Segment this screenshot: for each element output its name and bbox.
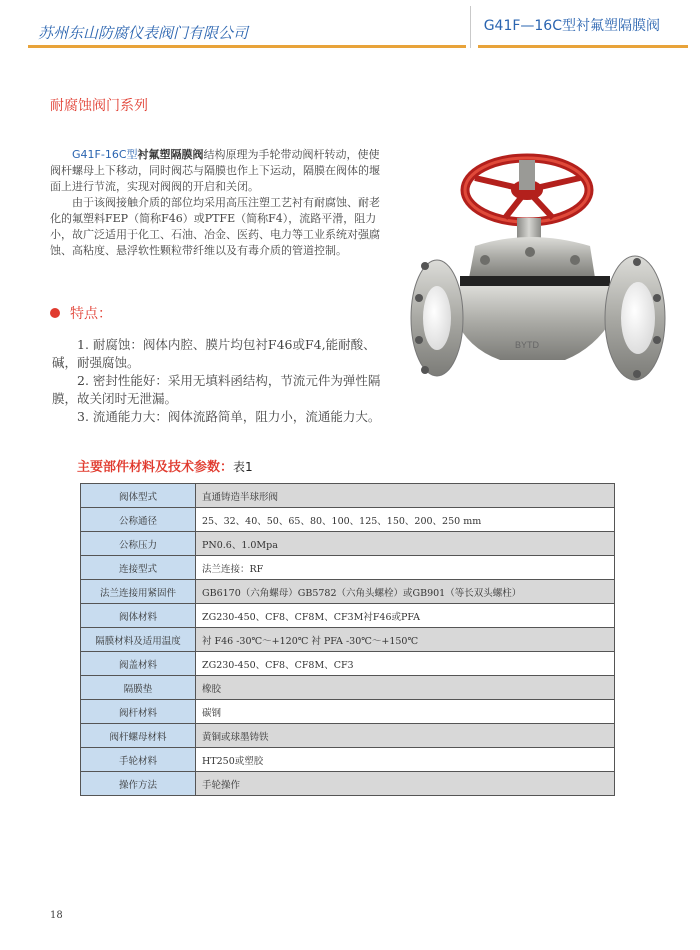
param-value-cell: 橡胶 xyxy=(196,676,615,700)
diaphragm-valve-photo xyxy=(405,148,675,418)
feature-item: 1. 耐腐蚀：阀体内腔、膜片均包衬F46或F4,能耐酸、碱，耐强腐蚀。 xyxy=(52,337,376,370)
table-row xyxy=(81,580,615,604)
intro-p1-text: 结构原理为手轮带动阀杆转动，使使阀杆螺母上下移动，同时阀芯与隔膜也作上下运动，隔膜在阀体的堰面上进行节流，实现对阀阀的开启和关闭。 xyxy=(50,148,380,193)
param-value-cell: 法兰连接：RF xyxy=(196,556,615,580)
table-row xyxy=(81,604,615,628)
table-row xyxy=(81,772,615,796)
svg-text:BYTD: BYTD xyxy=(515,340,540,350)
param-name-cell: 阀体型式 xyxy=(81,484,196,508)
table-heading xyxy=(77,456,253,475)
table-row xyxy=(81,724,615,748)
param-value-cell: 碳钢 xyxy=(196,700,615,724)
param-value-cell: 25、32、40、50、65、80、100、125、150、200、250 mm xyxy=(196,508,615,532)
feature-item: 3. 流通能力大：阀体流路简单，阻力小，流通能力大。 xyxy=(77,409,381,424)
param-name-cell: 阀杆材料 xyxy=(81,700,196,724)
intro-paragraph-1 xyxy=(50,147,386,195)
param-value-cell: 衬 F46 -30℃～+120℃ 衬 PFA -30℃～+150℃ xyxy=(196,628,615,652)
header-rule-right xyxy=(478,45,688,48)
bullet-dot-icon xyxy=(50,308,60,318)
feature-item: 2. 密封性能好：采用无填料函结构，节流元件为弹性隔膜，故关闭时无泄漏。 xyxy=(52,373,381,406)
param-name-cell: 隔膜垫 xyxy=(81,676,196,700)
param-name-cell: 公称压力 xyxy=(81,532,196,556)
table-row xyxy=(81,652,615,676)
intro-model-code: G41F-16C型 xyxy=(72,148,138,161)
param-value-cell: GB6170（六角螺母）GB5782（六角头螺栓）或GB901（等长双头螺柱） xyxy=(196,580,615,604)
header-rule-left xyxy=(28,45,466,48)
param-name-cell: 阀体材料 xyxy=(81,604,196,628)
table-heading-text: 主要部件材料及技术参数： xyxy=(77,460,234,475)
param-name-cell: 手轮材料 xyxy=(81,748,196,772)
param-value-cell: HT250或塑胶 xyxy=(196,748,615,772)
header-divider xyxy=(470,6,471,48)
param-value-cell: ZG230-450、CF8、CF8M、CF3M衬F46或PFA xyxy=(196,604,615,628)
param-name-cell: 阀杆螺母材料 xyxy=(81,724,196,748)
series-title: 耐腐蚀阀门系列 xyxy=(50,98,148,114)
param-value-cell: 直通铸造半球形阀 xyxy=(196,484,615,508)
table-row xyxy=(81,532,615,556)
param-name-cell: 操作方法 xyxy=(81,772,196,796)
company-name: 苏州东山防腐仪表阀门有限公司 xyxy=(38,24,249,42)
spec-table xyxy=(80,483,615,796)
features-heading xyxy=(50,303,112,323)
table-row xyxy=(81,700,615,724)
param-name-cell: 连接型式 xyxy=(81,556,196,580)
product-title: G41F—16C型衬氟塑隔膜阀 xyxy=(483,18,660,34)
table-row xyxy=(81,508,615,532)
intro-paragraph-2: 由于该阀接触介质的部位均采用高压注塑工艺衬有耐腐蚀、耐老化的氟塑料FEP（简称F46）或PTFE（简称F4），流路平滑，阻力小，故广泛适用于化工、石油、冶金、医药、电力等工业系统对强腐蚀、高粘度、悬浮软性颗粒带纤维以及有毒介质的管道控制。 xyxy=(50,196,380,257)
table-row xyxy=(81,484,615,508)
param-name-cell: 公称通径 xyxy=(81,508,196,532)
param-value-cell: 黄铜或球墨铸铁 xyxy=(196,724,615,748)
param-value-cell: ZG230-450、CF8、CF8M、CF3 xyxy=(196,652,615,676)
page-number: 18 xyxy=(50,910,63,921)
table-row xyxy=(81,748,615,772)
intro-text xyxy=(50,147,386,259)
table-row xyxy=(81,628,615,652)
param-name-cell: 法兰连接用紧固件 xyxy=(81,580,196,604)
table-row xyxy=(81,556,615,580)
table-row xyxy=(81,676,615,700)
features-heading-label: 特点： xyxy=(70,306,112,322)
param-value-cell: PN0.6、1.0Mpa xyxy=(196,532,615,556)
intro-model-name: 衬氟塑隔膜阀 xyxy=(137,148,204,161)
param-name-cell: 阀盖材料 xyxy=(81,652,196,676)
features-list xyxy=(52,336,382,426)
param-value-cell: 手轮操作 xyxy=(196,772,615,796)
table-label: 表1 xyxy=(233,460,253,474)
param-name-cell: 隔膜材料及适用温度 xyxy=(81,628,196,652)
